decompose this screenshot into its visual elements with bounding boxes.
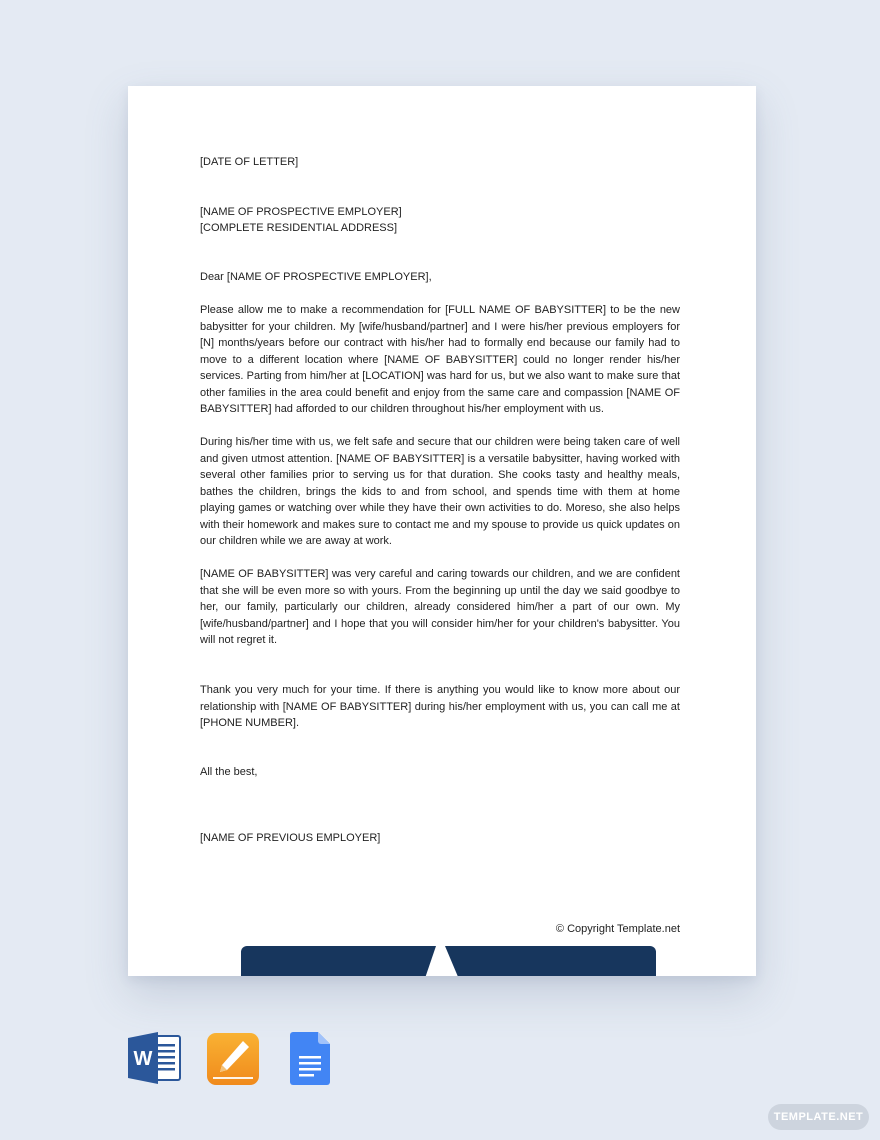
template-net-watermark: TEMPLATE.NET	[768, 1104, 869, 1130]
word-icon-letter: W	[133, 1048, 153, 1070]
signature: [NAME OF PREVIOUS EMPLOYER]	[200, 832, 381, 844]
pages-icon[interactable]	[207, 1033, 259, 1085]
paragraph-3: [NAME OF BABYSITTER] was very careful and caring towards our children, and we are confident that she will be even more so with yours. From the beginning up until the day we said goodbye to her, our family, particularly our children, already considered him/her a part of our own. My [wife/husband/partner] and I hope that you will consider him/her for your children's babysitter. You will not regret it.	[200, 568, 680, 646]
letter-page	[128, 86, 756, 976]
copyright-notice: © Copyright Template.net	[555, 923, 680, 935]
word-icon[interactable]	[128, 1032, 182, 1084]
footer-banner-left	[241, 946, 436, 976]
footer-banner-right	[445, 946, 656, 976]
google-docs-icon[interactable]	[290, 1032, 330, 1085]
letter-date: [DATE OF LETTER]	[200, 156, 299, 168]
paragraph-2: During his/her time with us, we felt safe and secure that our children were being taken care of well and given utmost attention. [NAME OF BABYSITTER] is a versatile babysitter, having worked with several other families prior to serving us for that duration. She cooks tasty and healthy meals, bathes the children, brings the kids to and from school, and spends time with them at home playing games or watching over while they have their own activities to do. Moreso, she also helps with their homework and makes sure to contact me and my spouse to provide us quick updates on our children while we are away at work.	[200, 436, 680, 547]
recipient-address: [COMPLETE RESIDENTIAL ADDRESS]	[200, 222, 398, 234]
paragraph-1: Please allow me to make a recommendation for [FULL NAME OF BABYSITTER] to be the new babysitter for your children. My [wife/husband/partner] and I were his/her previous employers for [N] months/years before our contract with his/her had to formally end because our family had to move to a different location where [NAME OF BABYSITTER] could no longer render his/her services. Parting from him/her at [LOCATION] was hard for us, but we also want to make sure that other families in the area could benefit and enjoy from the same care and compassion [NAME OF BABYSITTER] had afforded to our children throughout his/her employment with us.	[200, 304, 680, 415]
recipient-name: [NAME OF PROSPECTIVE EMPLOYER]	[200, 206, 402, 218]
paragraph-4: Thank you very much for your time. If there is anything you would like to know more about our relationship with [NAME OF BABYSITTER] during his/her employment with us, you can call me at [PHONE NUMBER].	[200, 684, 680, 729]
salutation: Dear [NAME OF PROSPECTIVE EMPLOYER],	[200, 271, 432, 283]
closing: All the best,	[200, 766, 258, 778]
